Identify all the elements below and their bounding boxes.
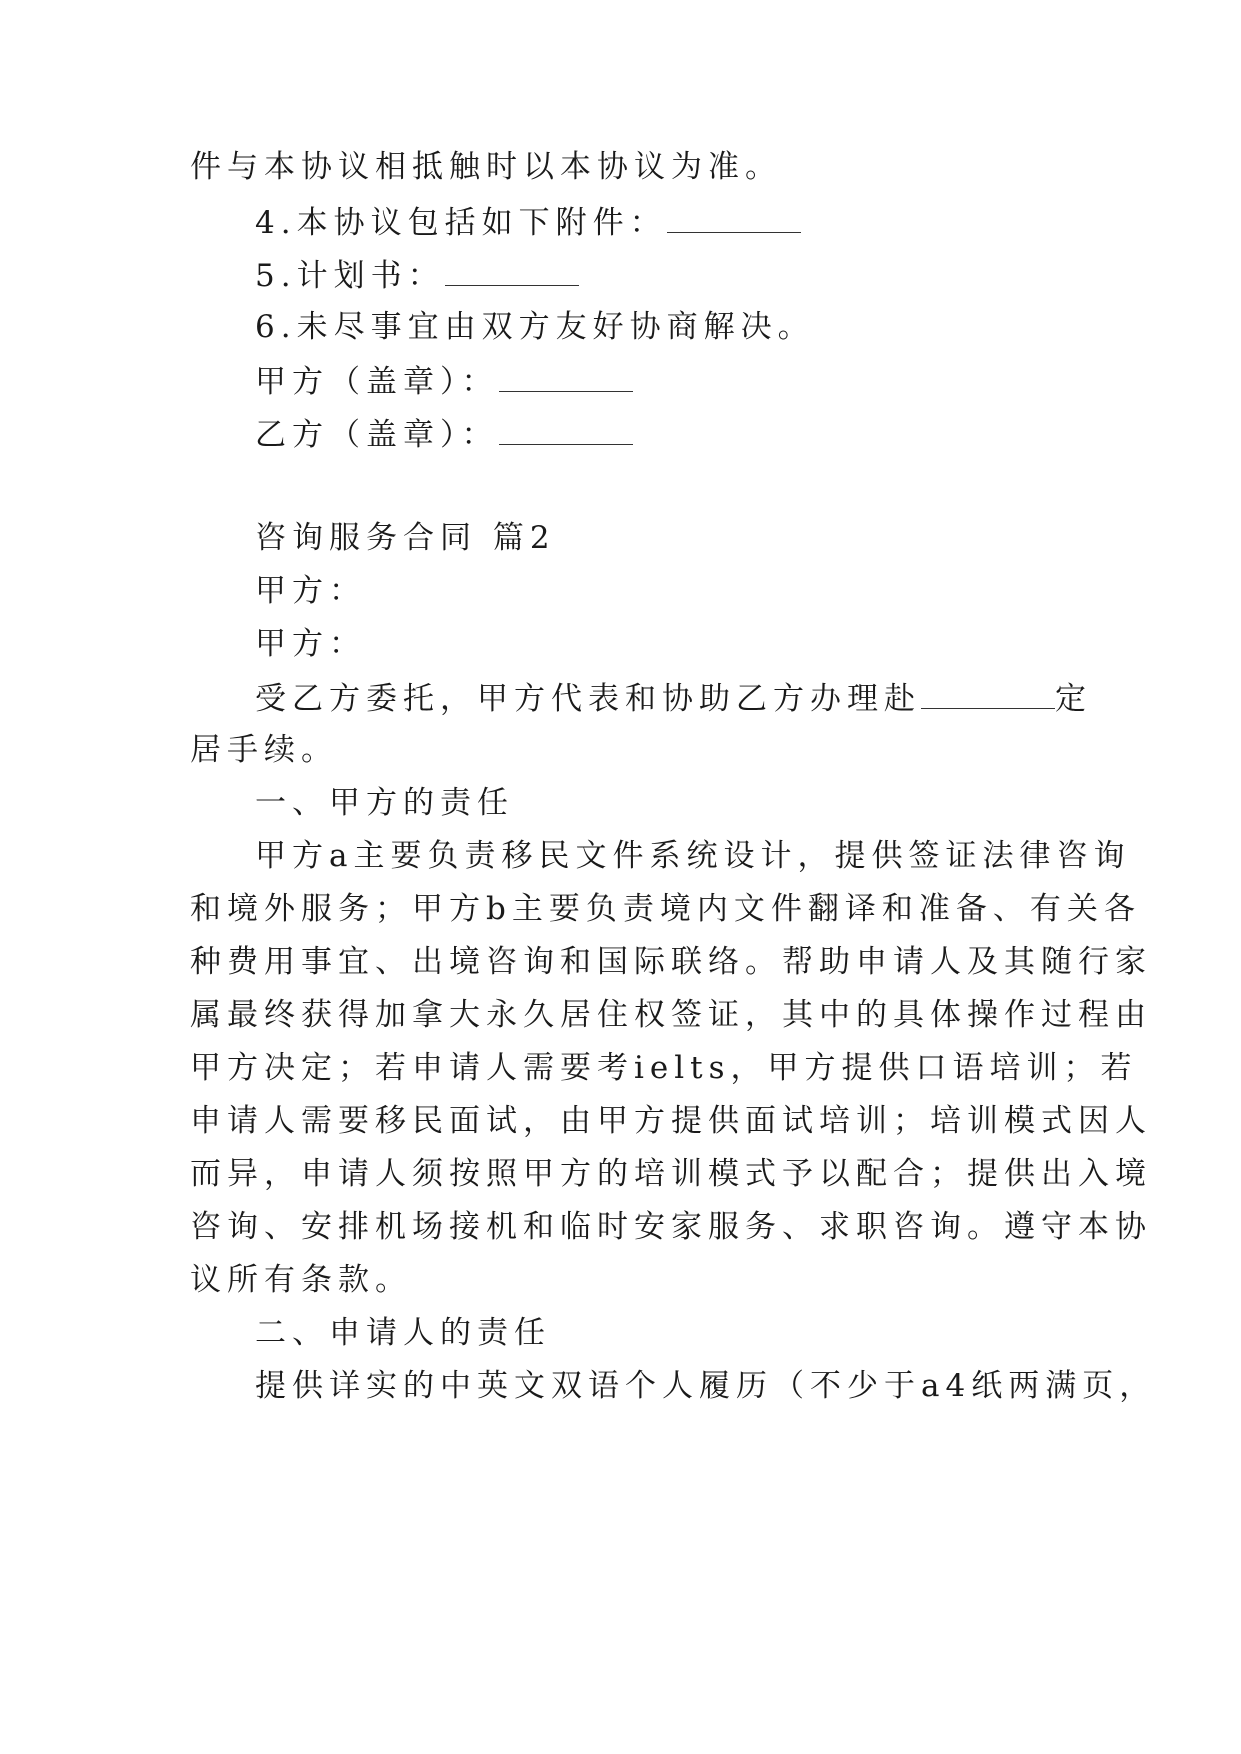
para1-line: 种费用事宜、出境咨询和国际联络。帮助申请人及其随行家 bbox=[190, 944, 1152, 980]
intro-blank bbox=[921, 682, 1055, 709]
para1-line: 甲方a主要负责移民文件系统设计，提供签证法律咨询 bbox=[255, 838, 1131, 874]
para1-line: 甲方决定；若申请人需要考ielts，甲方提供口语培训；若 bbox=[190, 1050, 1138, 1086]
party-a-seal bbox=[255, 365, 633, 398]
item-6: 6.未尽事宜由双方友好协商解决。 bbox=[255, 309, 815, 345]
para1-line: 而异，申请人须按照甲方的培训模式予以配合；提供出入境 bbox=[190, 1156, 1152, 1192]
para1-line: 咨询、安排机场接机和临时安家服务、求职咨询。遵守本协 bbox=[190, 1209, 1152, 1245]
party-b-seal-text: 乙方（盖章）： bbox=[255, 417, 499, 453]
party-a-seal-text: 甲方（盖章）： bbox=[255, 364, 499, 400]
party-b-seal-blank bbox=[499, 418, 633, 445]
section-title: 咨询服务合同 篇2 bbox=[255, 520, 556, 556]
intro-line-1 bbox=[255, 682, 1092, 715]
item-5-blank bbox=[445, 259, 579, 286]
continuation-line: 件与本协议相抵触时以本协议为准。 bbox=[190, 149, 782, 185]
heading-party-a-responsibility: 一、甲方的责任 bbox=[255, 785, 514, 821]
item-4 bbox=[255, 206, 801, 239]
para1-line: 议所有条款。 bbox=[190, 1262, 412, 1298]
party-a-line-1: 甲方： bbox=[255, 573, 366, 609]
party-b-seal bbox=[255, 418, 633, 451]
para2-line: 提供详实的中英文双语个人履历（不少于a4纸两满页， bbox=[255, 1368, 1157, 1404]
para1-line: 属最终获得加拿大永久居住权签证，其中的具体操作过程由 bbox=[190, 997, 1152, 1033]
para1-line: 和境外服务；甲方b主要负责境内文件翻译和准备、有关各 bbox=[190, 891, 1141, 927]
para1-line: 申请人需要移民面试，由甲方提供面试培训；培训模式因人 bbox=[190, 1103, 1152, 1139]
item-5 bbox=[255, 259, 579, 292]
item-4-text: 4.本协议包括如下附件： bbox=[255, 205, 667, 241]
intro-text-b: 定 bbox=[1055, 681, 1092, 717]
party-a-seal-blank bbox=[499, 365, 633, 392]
intro-line-2: 居手续。 bbox=[190, 732, 338, 768]
party-a-line-2: 甲方： bbox=[255, 626, 366, 662]
intro-text-a: 受乙方委托，甲方代表和协助乙方办理赴 bbox=[255, 681, 921, 717]
item-5-text: 5.计划书： bbox=[255, 258, 445, 294]
item-4-blank bbox=[667, 206, 801, 233]
heading-applicant-responsibility: 二、申请人的责任 bbox=[255, 1315, 551, 1351]
